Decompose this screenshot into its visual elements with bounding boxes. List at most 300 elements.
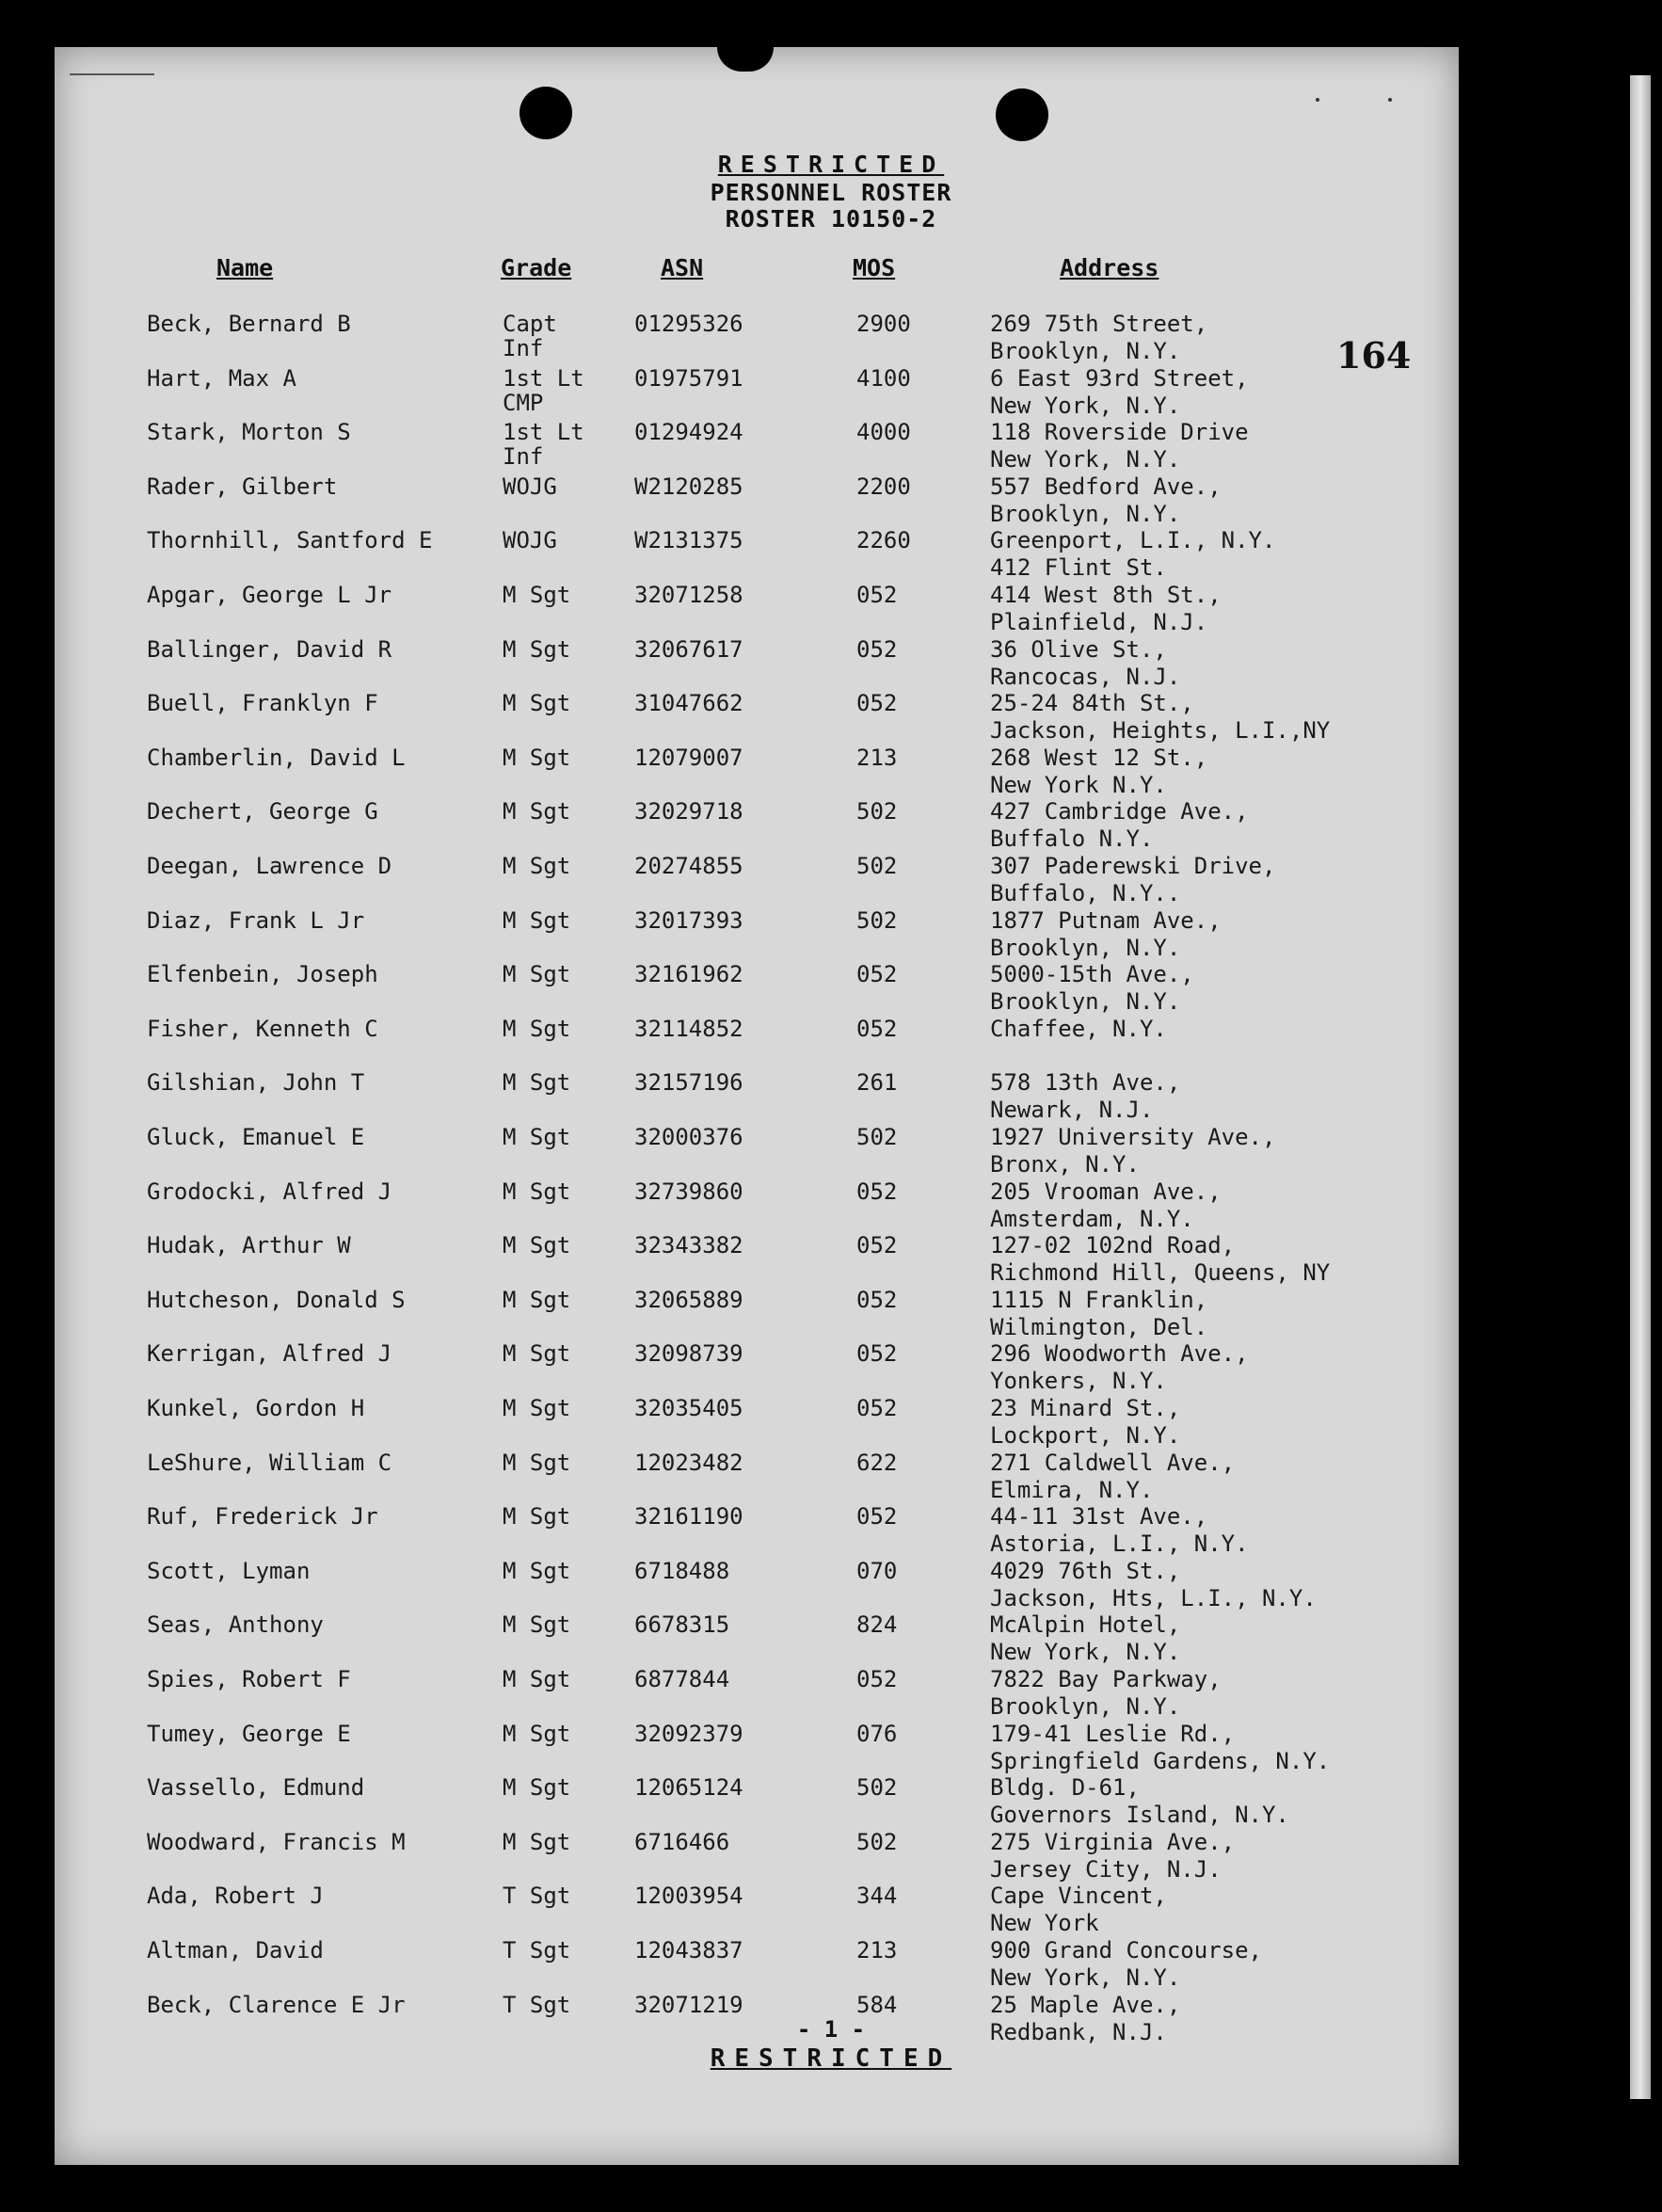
classification-footer: RESTRICTED — [710, 2044, 952, 2073]
roster-asn: 01975791 — [634, 364, 743, 392]
roster-address-line: 23 Minard St., — [990, 1395, 1181, 1421]
roster-grade — [503, 853, 570, 879]
roster-grade — [503, 1937, 570, 1964]
roster-address-line: Bronx, N.Y. — [990, 1151, 1140, 1178]
roster-address — [990, 1829, 1235, 1883]
roster-asn: 32114852 — [634, 1015, 743, 1042]
roster-grade-rank: 1st Lt — [503, 419, 584, 446]
roster-grade — [503, 636, 570, 663]
roster-address-line: Yonkers, N.Y. — [990, 1368, 1167, 1395]
roster-grade — [503, 961, 570, 987]
roster-address — [990, 1883, 1167, 1937]
roster-row — [0, 745, 1662, 799]
roster-asn: 32161190 — [634, 1503, 743, 1531]
roster-asn: 20274855 — [634, 853, 743, 879]
roster-grade-rank: M Sgt — [503, 582, 571, 608]
roster-address-line: 275 Virginia Ave., — [990, 1828, 1236, 1855]
roster-address-line: Newark, N.J. — [990, 1097, 1154, 1124]
roster-address-line: New York, N.Y. — [990, 446, 1181, 473]
column-header-address: Address — [1060, 254, 1159, 281]
roster-grade — [503, 1124, 570, 1150]
roster-grade-rank: M Sgt — [503, 906, 571, 934]
roster-mos: 052 — [856, 1178, 898, 1205]
roster-asn: 32071219 — [634, 1991, 743, 2018]
roster-name: Hart, Max A — [147, 364, 296, 392]
roster-address-line: Amsterdam, N.Y. — [990, 1205, 1194, 1232]
roster-mos: 052 — [856, 1286, 898, 1313]
roster-address-line: Redbank, N.J. — [990, 2018, 1167, 2045]
roster-address — [990, 365, 1249, 420]
roster-row — [0, 1069, 1662, 1124]
roster-grade-rank: M Sgt — [503, 1340, 571, 1368]
roster-row — [0, 1016, 1662, 1070]
roster-mos: 052 — [856, 1503, 898, 1531]
roster-address-line: 36 Olive St., — [990, 635, 1167, 663]
roster-mos: 052 — [856, 582, 898, 608]
roster-address-line: Chaffee, N.Y. — [990, 1015, 1167, 1042]
roster-address-line: Richmond Hill, Queens, NY — [990, 1259, 1331, 1287]
roster-address-line: Cape Vincent, — [990, 1883, 1167, 1910]
roster-grade — [503, 1340, 570, 1367]
roster-mos: 052 — [856, 1232, 898, 1259]
roster-row — [0, 1124, 1662, 1178]
roster-address-line: New York N.Y. — [990, 771, 1167, 798]
roster-grade — [503, 365, 584, 416]
roster-number: ROSTER 10150-2 — [725, 205, 937, 232]
roster-grade — [503, 1016, 570, 1042]
roster-address — [990, 473, 1222, 528]
roster-grade — [503, 907, 570, 934]
roster-name: Dechert, George G — [147, 798, 378, 825]
roster-name: Buell, Franklyn F — [147, 690, 378, 717]
roster-address — [990, 1666, 1222, 1721]
roster-mos: 213 — [856, 1937, 898, 1964]
roster-grade — [503, 1503, 570, 1530]
roster-row — [0, 961, 1662, 1016]
roster-name: Fisher, Kenneth C — [147, 1015, 378, 1042]
roster-address — [990, 853, 1275, 907]
roster-row — [0, 1232, 1662, 1287]
roster-address-line: Astoria, L.I., N.Y. — [990, 1531, 1249, 1558]
roster-grade — [503, 419, 584, 470]
roster-name: Kerrigan, Alfred J — [147, 1340, 392, 1368]
roster-row — [0, 419, 1662, 473]
roster-address-line: 268 West 12 St., — [990, 744, 1208, 771]
roster-grade — [503, 527, 557, 553]
roster-mos: 502 — [856, 1124, 898, 1150]
roster-mos: 213 — [856, 744, 898, 771]
roster-name: Deegan, Lawrence D — [147, 853, 392, 879]
roster-row — [0, 1287, 1662, 1341]
roster-mos: 052 — [856, 635, 898, 663]
roster-asn: 32098739 — [634, 1340, 743, 1368]
page-number-stamp: 164 — [1336, 334, 1412, 377]
roster-address — [990, 1503, 1249, 1558]
roster-asn: 32157196 — [634, 1069, 743, 1097]
roster-address — [990, 961, 1194, 1016]
roster-name: LeShure, William C — [147, 1449, 392, 1476]
roster-grade-rank: M Sgt — [503, 635, 571, 663]
roster-name: Stark, Morton S — [147, 419, 351, 446]
roster-name: Spies, Robert F — [147, 1666, 351, 1692]
roster-address-line: 44-11 31st Ave., — [990, 1503, 1208, 1531]
roster-mos: 584 — [856, 1991, 898, 2018]
roster-grade-rank: WOJG — [503, 527, 557, 554]
roster-grade — [503, 1883, 570, 1909]
roster-grade — [503, 311, 557, 361]
roster-asn: 12023482 — [634, 1449, 743, 1476]
roster-grade — [503, 798, 570, 825]
classification-heading: RESTRICTED — [717, 151, 945, 178]
roster-asn: W2120285 — [634, 473, 743, 500]
roster-grade-branch: Inf — [503, 443, 544, 471]
roster-address — [990, 636, 1180, 691]
roster-address-line: 296 Woodworth Ave., — [990, 1340, 1249, 1368]
roster-address-line: Springfield Gardens, N.Y. — [990, 1747, 1331, 1774]
roster-address-line: New York, N.Y. — [990, 392, 1181, 419]
roster-address-line: 118 Roverside Drive — [990, 419, 1249, 446]
roster-address — [990, 1287, 1207, 1341]
roster-grade-rank: M Sgt — [503, 1395, 571, 1421]
roster-address — [990, 690, 1330, 745]
roster-address-line: 5000-15th Ave., — [990, 961, 1194, 988]
roster-asn: 32017393 — [634, 906, 743, 934]
roster-grade — [503, 1721, 570, 1747]
roster-grade — [503, 582, 570, 608]
roster-mos: 076 — [856, 1720, 898, 1747]
paper-speck — [1316, 98, 1319, 102]
roster-asn: 32343382 — [634, 1232, 743, 1259]
roster-name: Ada, Robert J — [147, 1883, 324, 1910]
roster-grade-rank: M Sgt — [503, 1720, 571, 1747]
roster-asn: 32000376 — [634, 1124, 743, 1150]
column-header-mos: MOS — [853, 254, 896, 281]
roster-grade-rank: M Sgt — [503, 1124, 571, 1150]
roster-address-line: 179-41 Leslie Rd., — [990, 1720, 1236, 1747]
roster-asn: 01295326 — [634, 311, 743, 337]
roster-row — [0, 1666, 1662, 1721]
roster-address-line: Plainfield, N.J. — [990, 609, 1208, 635]
roster-name: Kunkel, Gordon H — [147, 1395, 365, 1421]
roster-grade-rank: M Sgt — [503, 1611, 571, 1639]
roster-asn: 32065889 — [634, 1286, 743, 1313]
roster-address-line: Rancocas, N.J. — [990, 663, 1181, 690]
roster-row — [0, 636, 1662, 691]
roster-row — [0, 798, 1662, 853]
roster-grade-rank: T Sgt — [503, 1937, 571, 1964]
roster-mos: 622 — [856, 1449, 898, 1476]
roster-asn: 6678315 — [634, 1611, 730, 1639]
roster-name: Thornhill, Santford E — [147, 527, 433, 554]
roster-address-line: McAlpin Hotel, — [990, 1611, 1181, 1639]
roster-address-line: Governors Island, N.Y. — [990, 1802, 1289, 1829]
roster-name: Woodward, Francis M — [147, 1828, 406, 1855]
roster-mos: 052 — [856, 690, 898, 717]
roster-mos: 4000 — [856, 419, 911, 446]
roster-row — [0, 690, 1662, 745]
roster-row — [0, 1503, 1662, 1558]
paper-mark — [70, 73, 154, 75]
roster-asn: 32035405 — [634, 1395, 743, 1421]
roster-address-line: 307 Paderewski Drive, — [990, 853, 1276, 879]
roster-address — [990, 1937, 1262, 1992]
roster-grade — [503, 1395, 570, 1421]
roster-address — [990, 1340, 1249, 1395]
roster-row — [0, 527, 1662, 582]
roster-grade-branch: Inf — [503, 335, 544, 361]
roster-grade — [503, 1829, 570, 1855]
roster-address-line: Brooklyn, N.Y. — [990, 500, 1181, 527]
roster-name: Vassello, Edmund — [147, 1774, 365, 1802]
roster-address-line: 578 13th Ave., — [990, 1069, 1181, 1097]
roster-address-line: Buffalo N.Y. — [990, 825, 1154, 853]
roster-grade-rank: M Sgt — [503, 1178, 571, 1205]
roster-address — [990, 1721, 1330, 1775]
roster-address — [990, 311, 1207, 365]
roster-address-line: Jersey City, N.J. — [990, 1855, 1222, 1883]
roster-address — [990, 419, 1249, 473]
roster-mos: 261 — [856, 1069, 898, 1097]
roster-row — [0, 853, 1662, 907]
roster-address-line: 1877 Putnam Ave., — [990, 906, 1222, 934]
roster-address-line: 271 Caldwell Ave., — [990, 1449, 1236, 1476]
roster-name: Rader, Gilbert — [147, 473, 338, 500]
roster-grade-rank: M Sgt — [503, 1503, 571, 1531]
roster-mos: 052 — [856, 961, 898, 988]
roster-grade — [503, 1611, 570, 1638]
roster-mos: 2200 — [856, 473, 911, 500]
roster-address-line: New York, N.Y. — [990, 1639, 1181, 1666]
roster-row — [0, 365, 1662, 420]
roster-grade — [503, 745, 570, 771]
roster-name: Tumey, George E — [147, 1720, 351, 1747]
roster-grade-rank: M Sgt — [503, 690, 571, 717]
roster-address — [990, 1178, 1222, 1233]
roster-grade — [503, 1178, 570, 1205]
roster-mos: 344 — [856, 1883, 898, 1910]
roster-grade-rank: M Sgt — [503, 1069, 571, 1097]
roster-name: Elfenbein, Joseph — [147, 961, 378, 988]
roster-mos: 052 — [856, 1395, 898, 1421]
roster-address-line: 25-24 84th St., — [990, 690, 1194, 717]
roster-asn: 31047662 — [634, 690, 743, 717]
roster-asn: 6877844 — [634, 1666, 730, 1692]
roster-grade-rank: M Sgt — [503, 1557, 571, 1584]
roster-name: Chamberlin, David L — [147, 744, 406, 771]
roster-row — [0, 1937, 1662, 1992]
roster-grade-rank: M Sgt — [503, 1232, 571, 1259]
roster-address-line: 557 Bedford Ave., — [990, 473, 1222, 500]
roster-grade — [503, 1069, 570, 1096]
roster-address — [990, 798, 1249, 853]
roster-row — [0, 311, 1662, 365]
roster-grade — [503, 1287, 570, 1313]
roster-name: Hudak, Arthur W — [147, 1232, 351, 1259]
roster-address-line: Brooklyn, N.Y. — [990, 1693, 1181, 1720]
roster-asn: 32029718 — [634, 798, 743, 825]
roster-address-line: 6 East 93rd Street, — [990, 364, 1249, 392]
roster-name: Beck, Clarence E Jr — [147, 1991, 406, 2018]
roster-row — [0, 1774, 1662, 1829]
roster-address — [990, 527, 1275, 582]
roster-grade — [503, 1992, 570, 2018]
roster-address-line: Brooklyn, N.Y. — [990, 338, 1181, 364]
roster-address-line: New York — [990, 1910, 1099, 1937]
roster-name: Ruf, Frederick Jr — [147, 1503, 378, 1531]
roster-mos: 502 — [856, 853, 898, 879]
roster-grade-rank: M Sgt — [503, 1828, 571, 1855]
paper-speck — [1388, 98, 1392, 102]
roster-address-line: Greenport, L.I., N.Y. — [990, 527, 1276, 554]
roster-address-line: Brooklyn, N.Y. — [990, 934, 1181, 961]
roster-row — [0, 1611, 1662, 1666]
roster-grade-rank: M Sgt — [503, 744, 571, 771]
column-header-grade: Grade — [501, 254, 572, 281]
roster-name: Gilshian, John T — [147, 1069, 365, 1097]
roster-address-line: 205 Vrooman Ave., — [990, 1178, 1222, 1205]
roster-name: Diaz, Frank L Jr — [147, 906, 365, 934]
roster-address-line: 7822 Bay Parkway, — [990, 1666, 1222, 1692]
roster-mos: 502 — [856, 798, 898, 825]
roster-mos: 4100 — [856, 364, 911, 392]
roster-grade-rank: M Sgt — [503, 798, 571, 825]
roster-grade — [503, 1666, 570, 1692]
roster-row — [0, 1883, 1662, 1937]
roster-grade — [503, 1450, 570, 1476]
roster-address-line: Jackson, Hts, L.I., N.Y. — [990, 1584, 1317, 1611]
roster-grade — [503, 473, 557, 500]
roster-address-line: 427 Cambridge Ave., — [990, 798, 1249, 825]
punch-hole-right — [996, 88, 1048, 141]
roster-address-line: 269 75th Street, — [990, 311, 1208, 337]
roster-asn: 01294924 — [634, 419, 743, 446]
roster-mos: 2260 — [856, 527, 911, 554]
roster-address — [990, 907, 1222, 962]
roster-grade-rank: M Sgt — [503, 961, 571, 988]
roster-asn: 32161962 — [634, 961, 743, 988]
roster-mos: 052 — [856, 1015, 898, 1042]
roster-grade-rank: T Sgt — [503, 1991, 571, 2018]
roster-address — [990, 745, 1207, 799]
roster-name: Altman, David — [147, 1937, 324, 1964]
roster-name: Hutcheson, Donald S — [147, 1286, 406, 1313]
roster-address-line: 127-02 102nd Road, — [990, 1232, 1236, 1259]
roster-address — [990, 1232, 1330, 1287]
roster-address — [990, 1450, 1235, 1504]
roster-name: Grodocki, Alfred J — [147, 1178, 392, 1205]
roster-grade — [503, 690, 570, 716]
roster-mos: 824 — [856, 1611, 898, 1639]
roster-name: Scott, Lyman — [147, 1557, 311, 1584]
roster-address — [990, 1558, 1317, 1612]
document-title: PERSONNEL ROSTER — [710, 179, 952, 206]
roster-address-line: 900 Grand Concourse, — [990, 1937, 1262, 1964]
punch-hole-left — [519, 87, 572, 139]
roster-name: Gluck, Emanuel E — [147, 1124, 365, 1150]
roster-asn: 32071258 — [634, 582, 743, 608]
roster-grade-rank: T Sgt — [503, 1883, 571, 1910]
roster-address — [990, 1395, 1180, 1450]
roster-row — [0, 1450, 1662, 1504]
roster-row — [0, 473, 1662, 528]
roster-asn: 32092379 — [634, 1720, 743, 1747]
roster-asn: 12079007 — [634, 744, 743, 771]
roster-mos: 052 — [856, 1340, 898, 1368]
roster-address-line: 1115 N Franklin, — [990, 1286, 1208, 1313]
roster-asn: 32067617 — [634, 635, 743, 663]
roster-row — [0, 1558, 1662, 1612]
roster-address-line: 25 Maple Ave., — [990, 1991, 1181, 2018]
roster-asn: 12043837 — [634, 1937, 743, 1964]
roster-row — [0, 1829, 1662, 1883]
roster-address-line: 414 West 8th St., — [990, 582, 1222, 608]
roster-address-line: Jackson, Heights, L.I.,NY — [990, 717, 1331, 745]
roster-name: Beck, Bernard B — [147, 311, 351, 337]
roster-name: Ballinger, David R — [147, 635, 392, 663]
roster-row — [0, 582, 1662, 636]
roster-grade-rank: WOJG — [503, 473, 557, 500]
roster-grade-rank: 1st Lt — [503, 364, 584, 392]
roster-address-line: Bldg. D-61, — [990, 1774, 1140, 1802]
roster-grade-rank: M Sgt — [503, 1015, 571, 1042]
roster-asn: 6716466 — [634, 1828, 730, 1855]
roster-grade — [503, 1232, 570, 1258]
roster-address-line: 4029 76th St., — [990, 1557, 1181, 1584]
roster-row — [0, 1395, 1662, 1450]
roster-asn: 12003954 — [634, 1883, 743, 1910]
roster-address — [990, 1124, 1275, 1178]
roster-row — [0, 1721, 1662, 1775]
roster-address-line: Elmira, N.Y. — [990, 1476, 1154, 1503]
roster-address-line: New York, N.Y. — [990, 1964, 1181, 1991]
roster-asn: 12065124 — [634, 1774, 743, 1802]
roster-address-line: 412 Flint St. — [990, 554, 1167, 582]
roster-grade-branch: CMP — [503, 389, 544, 416]
roster-grade-rank: M Sgt — [503, 1449, 571, 1476]
column-header-name: Name — [216, 254, 274, 281]
column-header-asn: ASN — [661, 254, 704, 281]
roster-address-line: Buffalo, N.Y.. — [990, 880, 1181, 906]
roster-mos: 070 — [856, 1557, 898, 1584]
roster-grade-rank: M Sgt — [503, 853, 571, 879]
page-number: - 1 - — [796, 2016, 866, 2043]
roster-address-line: Wilmington, Del. — [990, 1313, 1208, 1340]
roster-grade — [503, 1558, 570, 1584]
roster-row — [0, 1340, 1662, 1395]
roster-name: Apgar, George L Jr — [147, 582, 392, 608]
roster-asn: 6718488 — [634, 1557, 730, 1584]
roster-mos: 502 — [856, 1774, 898, 1802]
roster-asn: W2131375 — [634, 527, 743, 554]
roster-mos: 2900 — [856, 311, 911, 337]
roster-grade-rank: Capt — [503, 311, 557, 337]
roster-asn: 32739860 — [634, 1178, 743, 1205]
roster-address-line: 1927 University Ave., — [990, 1124, 1276, 1150]
roster-grade-rank: M Sgt — [503, 1286, 571, 1313]
roster-address — [990, 582, 1222, 636]
roster-row — [0, 907, 1662, 962]
roster-address-line: Brooklyn, N.Y. — [990, 988, 1181, 1016]
roster-mos: 502 — [856, 1828, 898, 1855]
roster-address — [990, 1016, 1167, 1043]
roster-address — [990, 1069, 1180, 1124]
roster-name: Seas, Anthony — [147, 1611, 324, 1639]
roster-address-line: Lockport, N.Y. — [990, 1422, 1181, 1449]
roster-mos: 502 — [856, 906, 898, 934]
roster-address — [990, 1774, 1289, 1829]
roster-address — [990, 1611, 1180, 1666]
roster-grade — [503, 1774, 570, 1801]
